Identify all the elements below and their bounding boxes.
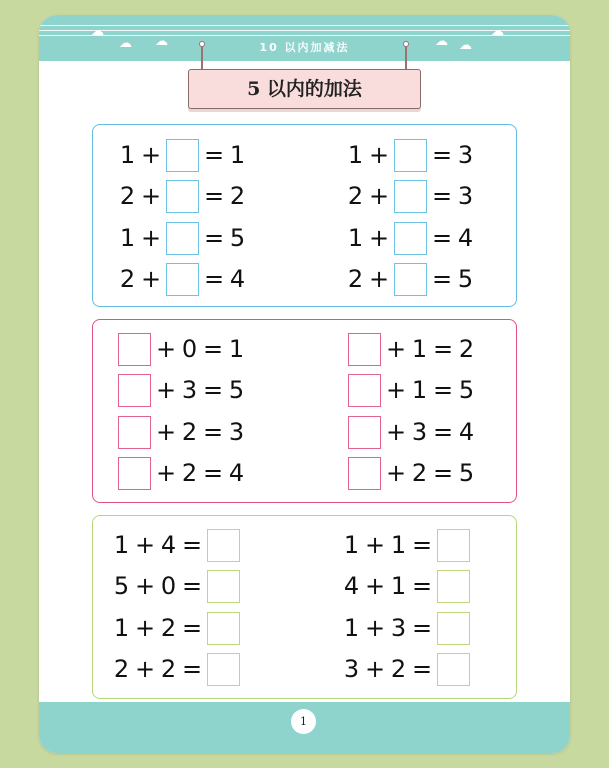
plus-sign: + bbox=[155, 376, 177, 404]
operand: 0 bbox=[181, 335, 198, 363]
equation-row bbox=[119, 178, 246, 214]
cloud-icon: ☁ bbox=[155, 34, 168, 49]
result: 1 bbox=[229, 141, 246, 169]
equation-row bbox=[348, 455, 475, 491]
worksheet-page bbox=[39, 15, 570, 753]
equals-sign: = bbox=[181, 531, 203, 559]
equals-sign: = bbox=[411, 531, 433, 559]
result: 3 bbox=[457, 182, 474, 210]
equals-sign: = bbox=[411, 572, 433, 600]
operand: 1 bbox=[343, 614, 360, 642]
plus-sign: + bbox=[364, 655, 386, 683]
answer-box[interactable] bbox=[394, 180, 427, 213]
equals-sign: = bbox=[202, 418, 224, 446]
plus-sign: + bbox=[368, 182, 390, 210]
result: 4 bbox=[458, 418, 475, 446]
answer-box[interactable] bbox=[118, 416, 151, 449]
equation-row bbox=[348, 331, 475, 367]
equation-row bbox=[118, 414, 245, 450]
plus-sign: + bbox=[385, 418, 407, 446]
operand: 1 bbox=[411, 376, 428, 404]
operand: 2 bbox=[160, 614, 177, 642]
cloud-icon: ☁ bbox=[435, 34, 448, 49]
operand: 5 bbox=[113, 572, 130, 600]
equals-sign: = bbox=[432, 418, 454, 446]
operand: 2 bbox=[181, 418, 198, 446]
operand: 1 bbox=[119, 141, 136, 169]
equals-sign: = bbox=[203, 265, 225, 293]
operand: 1 bbox=[347, 224, 364, 252]
equation-row bbox=[119, 261, 246, 297]
equals-sign: = bbox=[431, 224, 453, 252]
exercise-section-green bbox=[92, 515, 517, 699]
result: 4 bbox=[229, 265, 246, 293]
answer-box[interactable] bbox=[207, 529, 240, 562]
equation-row bbox=[113, 527, 240, 563]
result: 2 bbox=[458, 335, 475, 363]
plus-sign: + bbox=[140, 224, 162, 252]
plus-sign: + bbox=[134, 531, 156, 559]
plus-sign: + bbox=[134, 572, 156, 600]
cloud-icon: ☁ bbox=[91, 24, 104, 39]
cloud-icon: ☁ bbox=[119, 36, 132, 51]
operand: 2 bbox=[347, 265, 364, 293]
result: 5 bbox=[458, 376, 475, 404]
equation-row bbox=[118, 331, 245, 367]
result: 1 bbox=[228, 335, 245, 363]
plus-sign: + bbox=[134, 614, 156, 642]
operand: 2 bbox=[160, 655, 177, 683]
page-number: 1 bbox=[291, 709, 316, 734]
equals-sign: = bbox=[181, 614, 203, 642]
equation-row bbox=[348, 414, 475, 450]
equation-row bbox=[343, 610, 470, 646]
equals-sign: = bbox=[431, 141, 453, 169]
equation-row bbox=[113, 651, 240, 687]
answer-box[interactable] bbox=[394, 263, 427, 296]
operand: 1 bbox=[390, 572, 407, 600]
answer-box[interactable] bbox=[348, 457, 381, 490]
answer-box[interactable] bbox=[207, 570, 240, 603]
answer-box[interactable] bbox=[394, 139, 427, 172]
equals-sign: = bbox=[432, 459, 454, 487]
operand: 1 bbox=[411, 335, 428, 363]
answer-box[interactable] bbox=[348, 374, 381, 407]
operand: 1 bbox=[390, 531, 407, 559]
plus-sign: + bbox=[155, 459, 177, 487]
plus-sign: + bbox=[368, 141, 390, 169]
equation-row bbox=[343, 568, 470, 604]
answer-box[interactable] bbox=[437, 612, 470, 645]
plus-sign: + bbox=[385, 459, 407, 487]
operand: 2 bbox=[411, 459, 428, 487]
equation-row bbox=[347, 137, 474, 173]
equals-sign: = bbox=[411, 655, 433, 683]
equation-row bbox=[113, 610, 240, 646]
result: 3 bbox=[457, 141, 474, 169]
plus-sign: + bbox=[364, 572, 386, 600]
plus-sign: + bbox=[385, 335, 407, 363]
result: 3 bbox=[228, 418, 245, 446]
equals-sign: = bbox=[432, 376, 454, 404]
operand: 2 bbox=[181, 459, 198, 487]
equals-sign: = bbox=[202, 335, 224, 363]
equals-sign: = bbox=[202, 459, 224, 487]
equals-sign: = bbox=[203, 182, 225, 210]
lesson-title: 5 以内的加法 bbox=[188, 69, 421, 109]
equation-row bbox=[119, 137, 246, 173]
cloud-icon: ☁ bbox=[459, 38, 472, 53]
series-title: 10 以内加减法 bbox=[259, 41, 350, 54]
operand: 1 bbox=[119, 224, 136, 252]
result: 4 bbox=[457, 224, 474, 252]
equals-sign: = bbox=[181, 655, 203, 683]
result: 5 bbox=[228, 376, 245, 404]
equation-row bbox=[343, 527, 470, 563]
answer-box[interactable] bbox=[437, 529, 470, 562]
plus-sign: + bbox=[140, 265, 162, 293]
result: 5 bbox=[458, 459, 475, 487]
operand: 1 bbox=[113, 614, 130, 642]
answer-box[interactable] bbox=[207, 612, 240, 645]
answer-box[interactable] bbox=[394, 222, 427, 255]
answer-box[interactable] bbox=[166, 222, 199, 255]
result: 5 bbox=[229, 224, 246, 252]
operand: 2 bbox=[347, 182, 364, 210]
answer-box[interactable] bbox=[437, 653, 470, 686]
operand: 0 bbox=[160, 572, 177, 600]
operand: 2 bbox=[113, 655, 130, 683]
plus-sign: + bbox=[385, 376, 407, 404]
operand: 2 bbox=[390, 655, 407, 683]
plus-sign: + bbox=[368, 265, 390, 293]
plus-sign: + bbox=[155, 418, 177, 446]
answer-box[interactable] bbox=[437, 570, 470, 603]
answer-box[interactable] bbox=[166, 263, 199, 296]
equals-sign: = bbox=[431, 265, 453, 293]
equals-sign: = bbox=[432, 335, 454, 363]
plus-sign: + bbox=[364, 531, 386, 559]
operand: 3 bbox=[343, 655, 360, 683]
equation-row bbox=[347, 178, 474, 214]
equation-row bbox=[118, 455, 245, 491]
cloud-icon: ☁ bbox=[491, 24, 504, 39]
equation-row bbox=[347, 220, 474, 256]
plus-sign: + bbox=[368, 224, 390, 252]
operand: 3 bbox=[411, 418, 428, 446]
operand: 4 bbox=[343, 572, 360, 600]
exercise-section-pink bbox=[92, 319, 517, 503]
equals-sign: = bbox=[411, 614, 433, 642]
equals-sign: = bbox=[202, 376, 224, 404]
operand: 4 bbox=[160, 531, 177, 559]
equals-sign: = bbox=[431, 182, 453, 210]
operand: 1 bbox=[113, 531, 130, 559]
operand: 1 bbox=[347, 141, 364, 169]
answer-box[interactable] bbox=[348, 333, 381, 366]
result: 4 bbox=[228, 459, 245, 487]
plus-sign: + bbox=[140, 182, 162, 210]
answer-box[interactable] bbox=[207, 653, 240, 686]
equation-row bbox=[119, 220, 246, 256]
plus-sign: + bbox=[140, 141, 162, 169]
plus-sign: + bbox=[134, 655, 156, 683]
answer-box[interactable] bbox=[348, 416, 381, 449]
plus-sign: + bbox=[364, 614, 386, 642]
answer-box[interactable] bbox=[166, 180, 199, 213]
plus-sign: + bbox=[155, 335, 177, 363]
result: 2 bbox=[229, 182, 246, 210]
equation-row bbox=[113, 568, 240, 604]
answer-box[interactable] bbox=[118, 374, 151, 407]
equation-row bbox=[348, 372, 475, 408]
equals-sign: = bbox=[203, 141, 225, 169]
exercise-section-blue bbox=[92, 124, 517, 307]
operand: 3 bbox=[181, 376, 198, 404]
equation-row bbox=[118, 372, 245, 408]
answer-box[interactable] bbox=[118, 333, 151, 366]
equation-row bbox=[343, 651, 470, 687]
equals-sign: = bbox=[181, 572, 203, 600]
operand: 2 bbox=[119, 182, 136, 210]
answer-box[interactable] bbox=[166, 139, 199, 172]
equation-row bbox=[347, 261, 474, 297]
answer-box[interactable] bbox=[118, 457, 151, 490]
operand: 3 bbox=[390, 614, 407, 642]
result: 5 bbox=[457, 265, 474, 293]
equals-sign: = bbox=[203, 224, 225, 252]
operand: 2 bbox=[119, 265, 136, 293]
operand: 1 bbox=[343, 531, 360, 559]
